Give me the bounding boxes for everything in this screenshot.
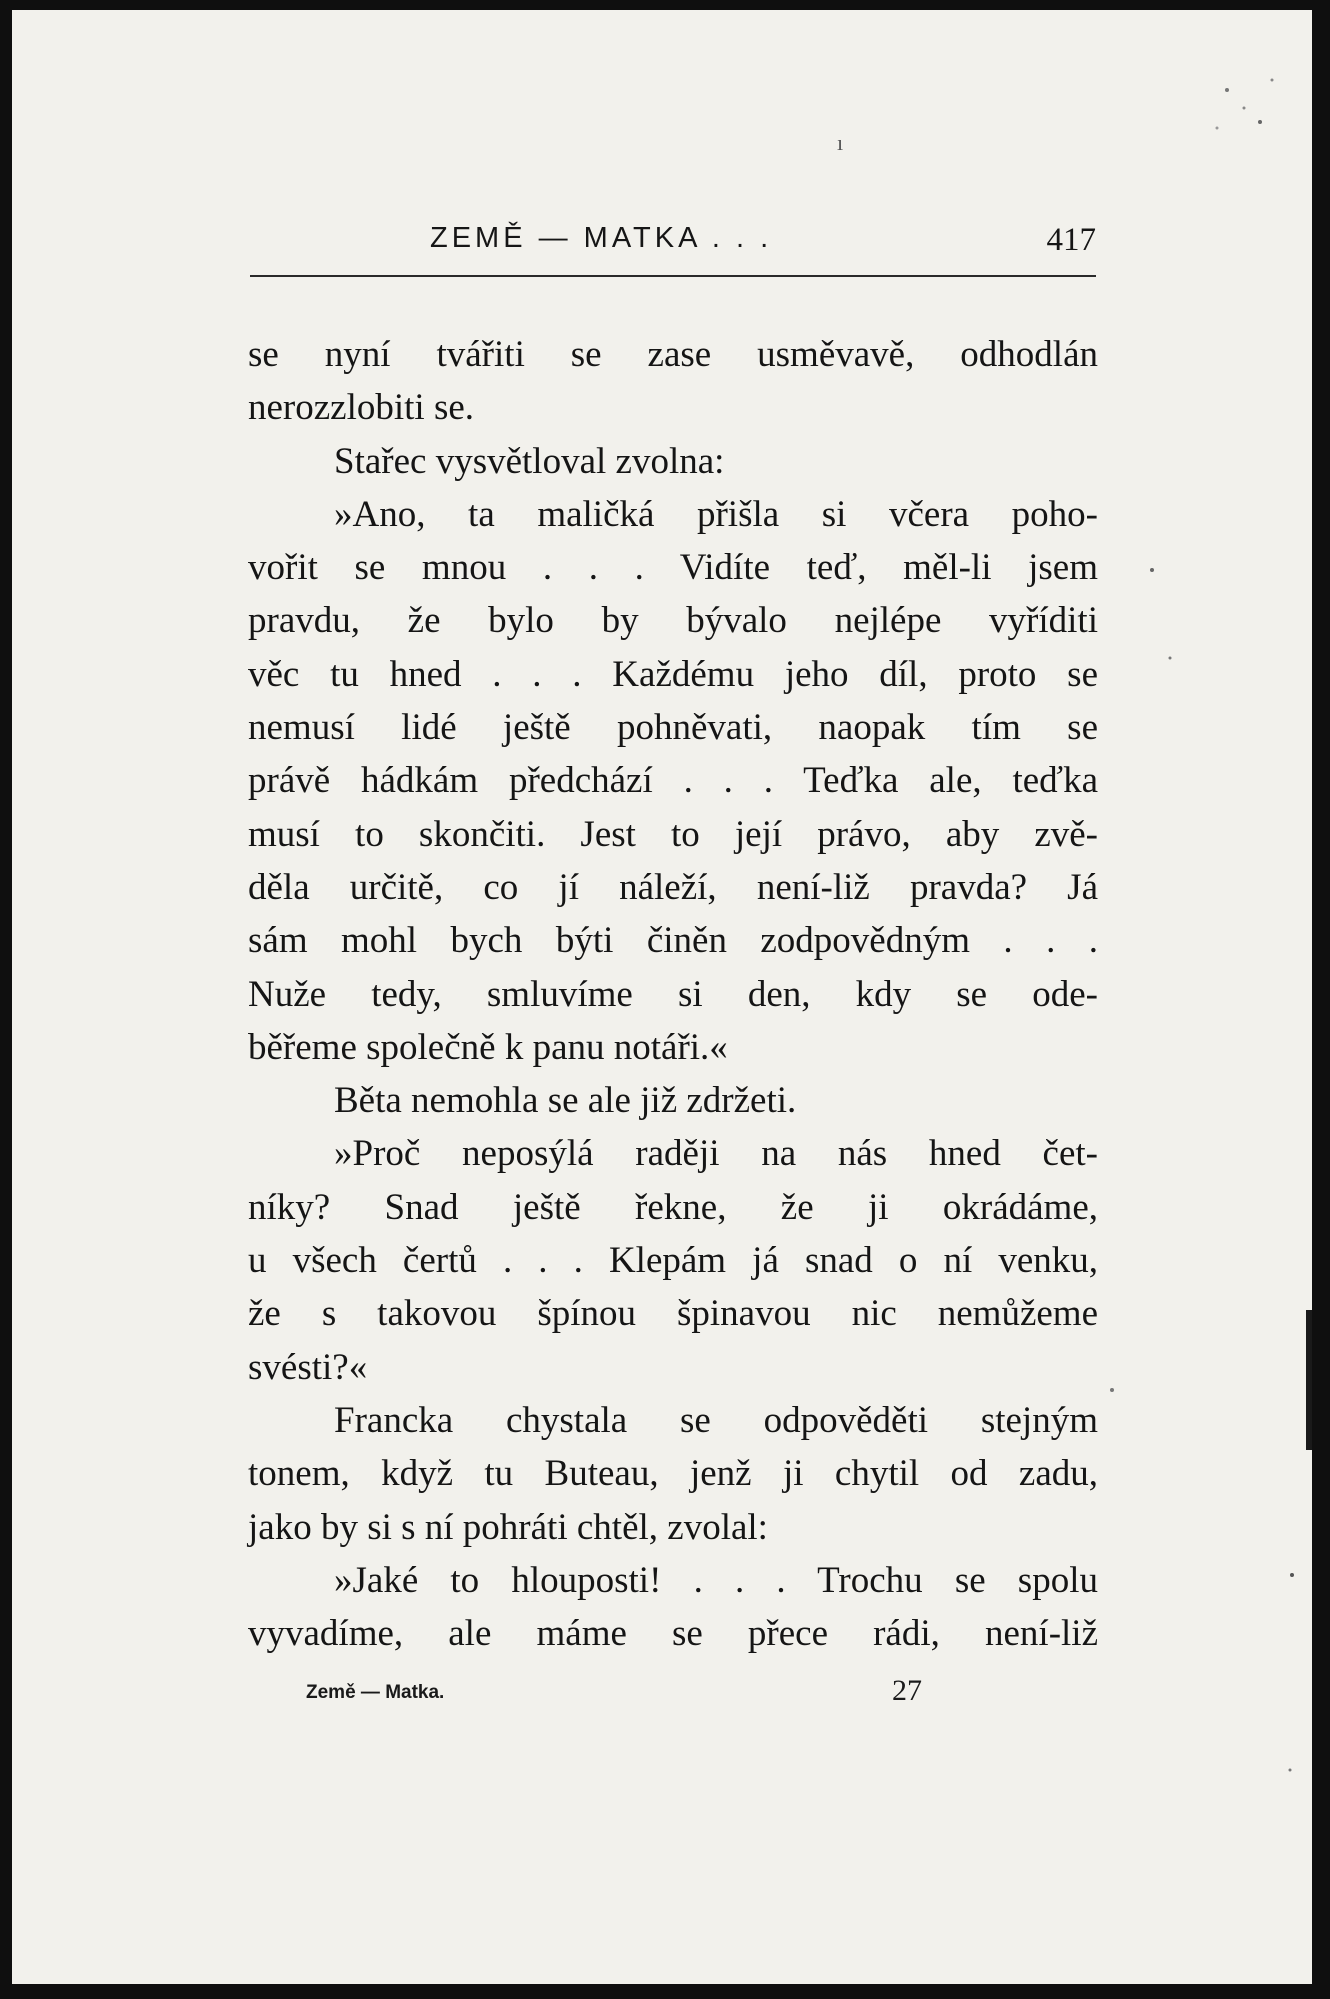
page-number: 417 <box>1046 222 1096 258</box>
signature-title: Země — Matka. <box>306 1682 445 1703</box>
print-mark: ı <box>837 130 844 155</box>
running-title: ZEMĚ — MATKA . . . <box>430 222 773 254</box>
signature-number: 27 <box>892 1674 922 1707</box>
text-line: Běta nemohla se ale již zdržeti. <box>334 1080 797 1122</box>
text-line: »Jaké to hlouposti! . . . Trochu se spolu <box>334 1559 1098 1601</box>
text-line: běřeme společně k panu notáři.« <box>248 1026 728 1068</box>
text-line: »Proč neposýlá raději na nás hned čet- <box>334 1133 1098 1175</box>
text-line: musí to skončiti. Jest to její právo, aby zvě- <box>248 813 1098 855</box>
text-line: »Ano, ta maličká přišla si včera poho- <box>334 493 1098 535</box>
book-page <box>12 10 1312 1984</box>
text-line: tonem, když tu Buteau, jenž ji chytil od zadu, <box>248 1453 1098 1495</box>
text-line: pravdu, že bylo by bývalo nejlépe vyříditi <box>248 600 1098 642</box>
text-line: děla určitě, co jí náleží, není-liž pravda? Já <box>248 866 1098 908</box>
text-line: sám mohl bych býti činěn zodpovědným . . . <box>248 920 1098 962</box>
text-line: vořit se mnou . . . Vidíte teď, měl-li jsem <box>248 547 1098 589</box>
text-line: že s takovou špínou špinavou nic nemůžeme <box>248 1293 1098 1335</box>
text-line: nemusí lidé ještě pohněvati, naopak tím se <box>248 707 1098 749</box>
text-line: Nuže tedy, smluvíme si den, kdy se ode- <box>248 973 1098 1015</box>
body-text <box>248 328 1098 1660</box>
text-line: právě hádkám předchází . . . Teďka ale, teďka <box>248 760 1098 802</box>
text-line: u všech čertů . . . Klepám já snad o ní venku, <box>248 1240 1098 1282</box>
text-line: níky? Snad ještě řekne, že ji okrádáme, <box>248 1186 1098 1228</box>
header-rule <box>250 275 1096 277</box>
text-line: se nyní tvářiti se zase usměvavě, odhodlán <box>248 334 1098 375</box>
text-line: věc tu hned . . . Každému jeho díl, proto se <box>248 653 1098 695</box>
running-header <box>250 222 1096 266</box>
text-line: Stařec vysvětloval zvolna: <box>334 440 725 482</box>
text-line: nerozzlobiti se. <box>248 387 475 429</box>
text-line: Francka chystala se odpověděti stejným <box>334 1399 1098 1441</box>
text-line: jako by si s ní pohráti chtěl, zvolal: <box>248 1506 768 1548</box>
printer-signature <box>306 1674 946 1722</box>
text-line: svésti?« <box>248 1346 368 1388</box>
text-line: vyvadíme, ale máme se přece rádi, není-liž <box>248 1613 1098 1655</box>
